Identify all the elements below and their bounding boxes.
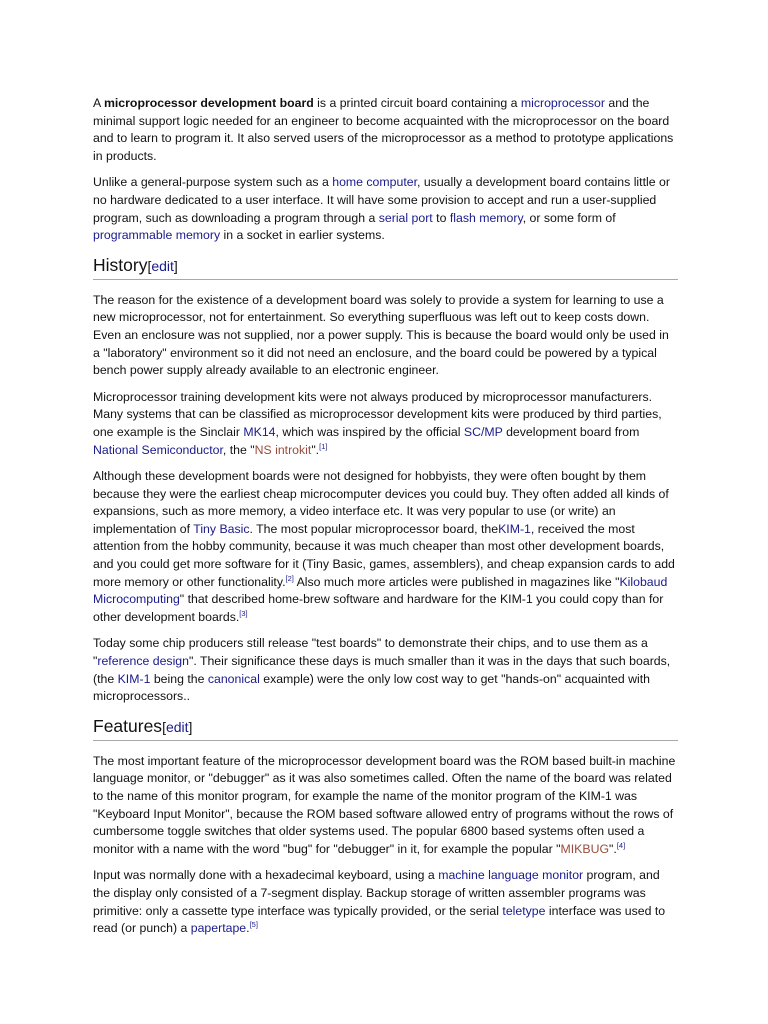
link-kim-1-second[interactable]: KIM-1 [117, 671, 151, 686]
link-serial-port[interactable]: serial port [378, 210, 433, 225]
section-heading-history: History[edit] [93, 254, 678, 280]
paragraph-input: Input was normally done with a hexadecimal keyboard, using a machine language monitor program, and the display only consisted of a 7-segment display. Backup storage of written assembler programs was primitive: only a cassette type interface was typically provided, or the serial teletype interface was used to read (or punch) a papertape.[5] [93, 868, 666, 936]
intro-paragraph: A microprocessor development board is a printed circuit board containing a microprocessor and the minimal support logic needed for an engineer to become acquainted with the microprocessor on the board and to learn to program it. It also served users of the microprocessor as a method to prototype applications in products. [93, 96, 674, 163]
reference-2[interactable]: [2] [285, 573, 294, 583]
article-subject: microprocessor development board [103, 96, 314, 110]
paragraph-training-kits: Microprocessor training development kits were not always produced by microprocessor manufacturers. Many systems that can be classified as microprocessor development kits were produced by third parties, one example is the Sinclair MK14, which was inspired by the official SC/MP development board from National Semiconductor, the "NS introkit".[1] [93, 389, 662, 457]
paragraph-history-reason: The reason for the existence of a development board was solely to provide a system for learning to use a new microprocessor, not for entertainment. So everything superfluous was left out to keep costs down. Even an enclosure was not supplied, nor a power supply. This is because the board would only be used in a "laboratory" environment so it did not need an enclosure, and the board could be powered by a typical bench power supply already available to an electronic engineer. [93, 292, 669, 378]
edit-link-history[interactable]: edit [151, 257, 174, 274]
link-sc-mp[interactable]: SC/MP [463, 424, 503, 439]
link-programmable-memory[interactable]: programmable memory [93, 228, 221, 243]
reference-1[interactable]: [1] [319, 441, 328, 451]
link-papertape[interactable]: papertape [190, 921, 247, 936]
link-national-semiconductor[interactable]: National Semiconductor [93, 442, 223, 457]
link-mk14[interactable]: MK14 [243, 424, 276, 439]
link-kim-1[interactable]: KIM-1 [498, 521, 531, 536]
link-teletype[interactable]: teletype [502, 903, 546, 918]
reference-5[interactable]: [5] [249, 920, 258, 930]
reference-4[interactable]: [4] [616, 840, 626, 850]
reference-3[interactable]: [3] [239, 608, 248, 618]
paragraph-test-boards: Today some chip producers still release "test boards" to demonstrate their chips, and to use them as a "reference design". Their significance these days is much smaller than it was in the days that such boards, (the KIM-1 being the canonical example) were the only low cost way to get "hands-on" acquainted with microprocessors.. [93, 636, 671, 704]
paragraph-hobbyists: Although these development boards were not designed for hobbyists, they were often bought by them because they were the earliest cheap microcomputer devices you could buy. They often added all kinds of expansions, such as more memory, a video interface etc. It was very popular to use (or write) an implementation of Tiny Basic. The most popular microprocessor board, theKIM-1, received the most attention from the hobby community, because it was much cheaper than most other development boards, and you could get more software for it (Tiny Basic, games, assemblers), and cheap expansion cards to add more memory or other functionality.[2] Also much more articles were published in magazines like "Kilobaud Microcomputing" that described home-brew software and hardware for the KIM-1 you could copy than for other development boards.[3] [93, 469, 675, 624]
paragraph-monitor: The most important feature of the microprocessor development board was the ROM based built-in machine language monitor, or "debugger" as it was also sometimes called. Often the name of the board was related to the name of this monitor program, for example the name of the monitor program of the KIM-1 was "Keyboard Input Monitor", because the ROM based software allowed entry of programs without the rows of cumbersome toggle switches that older systems used. The popular 6800 based systems often used a monitor with a name with the word "bug" for "debugger" in it, for example the popular "MIKBUG".[4] [93, 753, 676, 856]
link-kilobaud-microcomputing[interactable]: Kilobaud Microcomputing [93, 574, 668, 607]
link-mikbug[interactable]: MIKBUG [560, 841, 610, 856]
edit-link-features[interactable]: edit [165, 718, 189, 735]
link-microprocessor[interactable]: microprocessor [520, 96, 605, 110]
link-ns-introkit[interactable]: NS introkit [254, 442, 312, 457]
link-flash-memory[interactable]: flash memory [449, 210, 523, 225]
link-home-computer[interactable]: home computer [332, 175, 417, 190]
link-machine-language-monitor[interactable]: machine language monitor [438, 868, 584, 883]
paragraph-general-purpose: Unlike a general-purpose system such as a home computer, usually a development board contains little or no hardware dedicated to a user interface. It will have some provision to accept and run a user-supplied program, such as downloading a program through a serial port to flash memory, or some form of programmable memory in a socket in earlier systems. [93, 175, 670, 243]
article-body [93, 95, 678, 947]
link-reference-design[interactable]: reference design [97, 654, 189, 669]
link-canonical[interactable]: canonical [207, 671, 260, 686]
link-tiny-basic[interactable]: Tiny Basic [193, 521, 250, 536]
section-heading-features: Features[edit] [93, 715, 678, 741]
